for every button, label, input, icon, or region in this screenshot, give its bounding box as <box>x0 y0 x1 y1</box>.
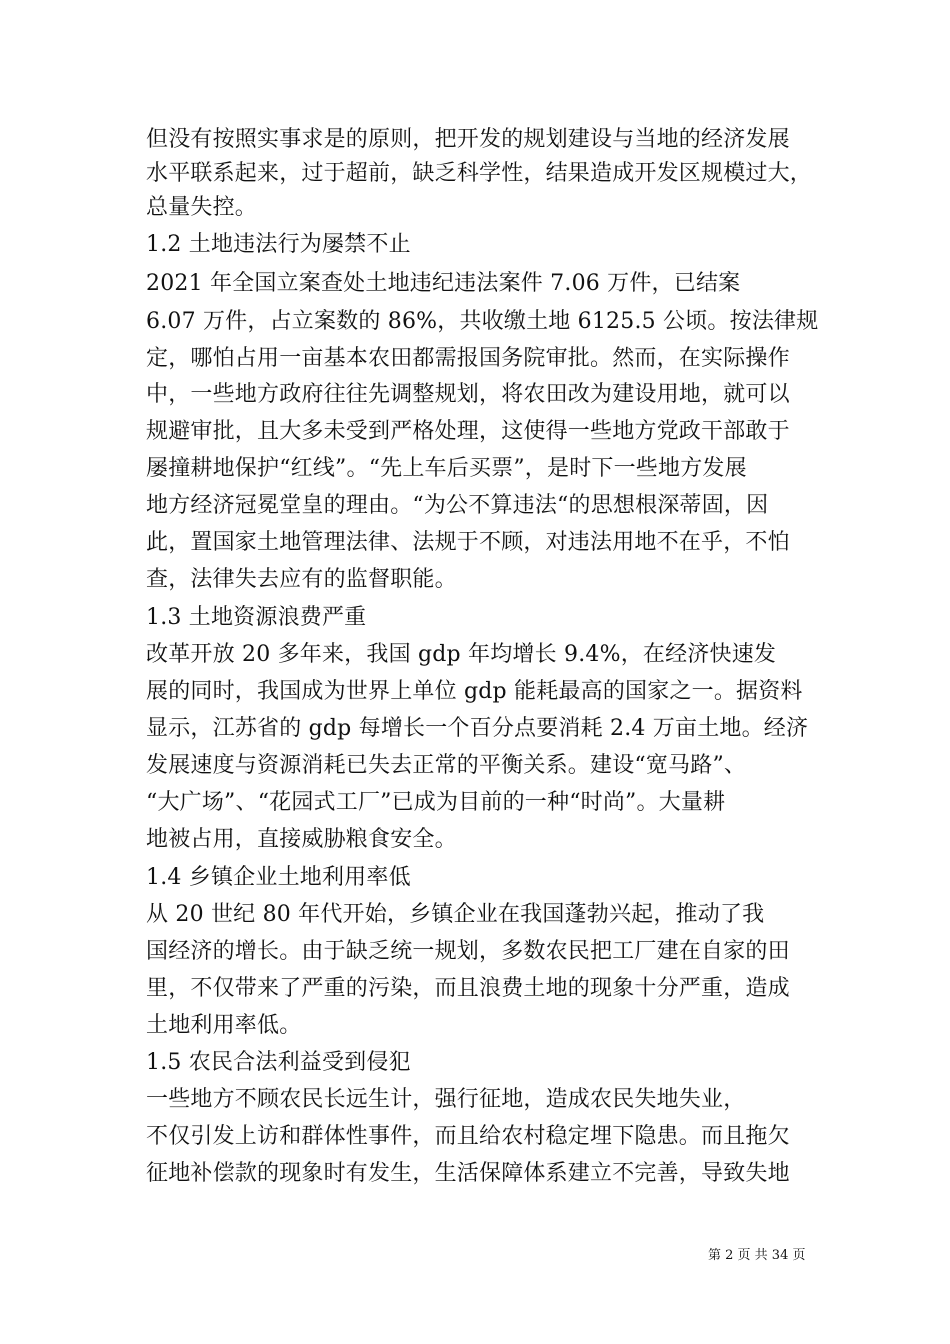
text-line: 从 20 世纪 80 年代开始，乡镇企业在我国蓬勃兴起，推动了我 <box>146 902 765 927</box>
text-line: 但没有按照实事求是的原则，把开发的规划建设与当地的经济发展 <box>146 127 790 152</box>
text-line: 国经济的增长。由于缺乏统一规划，多数农民把工厂建在自家的田 <box>146 939 790 964</box>
section-heading-1-2: 1.2 土地违法行为屡禁不止 <box>146 232 411 257</box>
page-number: 第 2 页 共 34 页 <box>708 1248 806 1263</box>
text-line: 一些地方不顾农民长远生计，强行征地，造成农民失地失业， <box>146 1087 746 1112</box>
text-line: 屡撞耕地保护“红线”。“先上车后买票”，是时下一些地方发展 <box>146 456 747 481</box>
text-line: 展的同时，我国成为世界上单位 gdp 能耗最高的国家之一。据资料 <box>146 679 803 704</box>
text-line: 查，法律失去应有的监督职能。 <box>146 567 457 592</box>
text-line: 2021 年全国立案查处土地违纪违法案件 7.06 万件，已结案 <box>146 271 741 296</box>
text-line: 征地补偿款的现象时有发生，生活保障体系建立不完善，导致失地 <box>146 1161 790 1186</box>
text-line: 改革开放 20 多年来，我国 gdp 年均增长 9.4%，在经济快速发 <box>146 642 777 667</box>
text-line: 规避审批，且大多未受到严格处理，这使得一些地方党政干部敢于 <box>146 419 790 444</box>
text-line: 不仅引发上访和群体性事件，而且给农村稳定埋下隐患。而且拖欠 <box>146 1124 790 1149</box>
text-line: “大广场”、“花园式工厂”已成为目前的一种“时尚”。大量耕 <box>146 790 726 815</box>
text-line: 地被占用，直接威胁粮食安全。 <box>146 827 457 852</box>
text-line: 显示，江苏省的 gdp 每增长一个百分点要消耗 2.4 万亩土地。经济 <box>146 716 809 741</box>
text-line: 水平联系起来，过于超前，缺乏科学性，结果造成开发区规模过大， <box>146 161 813 186</box>
text-line: 定，哪怕占用一亩基本农田都需报国务院审批。然而，在实际操作 <box>146 346 790 371</box>
text-line: 土地利用率低。 <box>146 1013 302 1038</box>
text-line: 发展速度与资源消耗已失去正常的平衡关系。建设“宽马路”、 <box>146 753 747 778</box>
text-line: 中，一些地方政府往往先调整规划，将农田改为建设用地，就可以 <box>146 382 790 407</box>
section-heading-1-5: 1.5 农民合法利益受到侵犯 <box>146 1050 411 1075</box>
section-heading-1-4: 1.4 乡镇企业土地利用率低 <box>146 865 411 890</box>
section-heading-1-3: 1.3 土地资源浪费严重 <box>146 605 367 630</box>
text-line: 总量失控。 <box>146 195 258 220</box>
text-line: 里，不仅带来了严重的污染，而且浪费土地的现象十分严重，造成 <box>146 976 790 1001</box>
text-line: 此，置国家土地管理法律、法规于不顾，对违法用地不在乎，不怕 <box>146 530 790 555</box>
text-line: 6.07 万件，占立案数的 86%，共收缴土地 6125.5 公顷。按法律规 <box>146 309 819 334</box>
text-line: 地方经济冠冕堂皇的理由。“为公不算违法“的思想根深蒂固，因 <box>146 493 769 518</box>
